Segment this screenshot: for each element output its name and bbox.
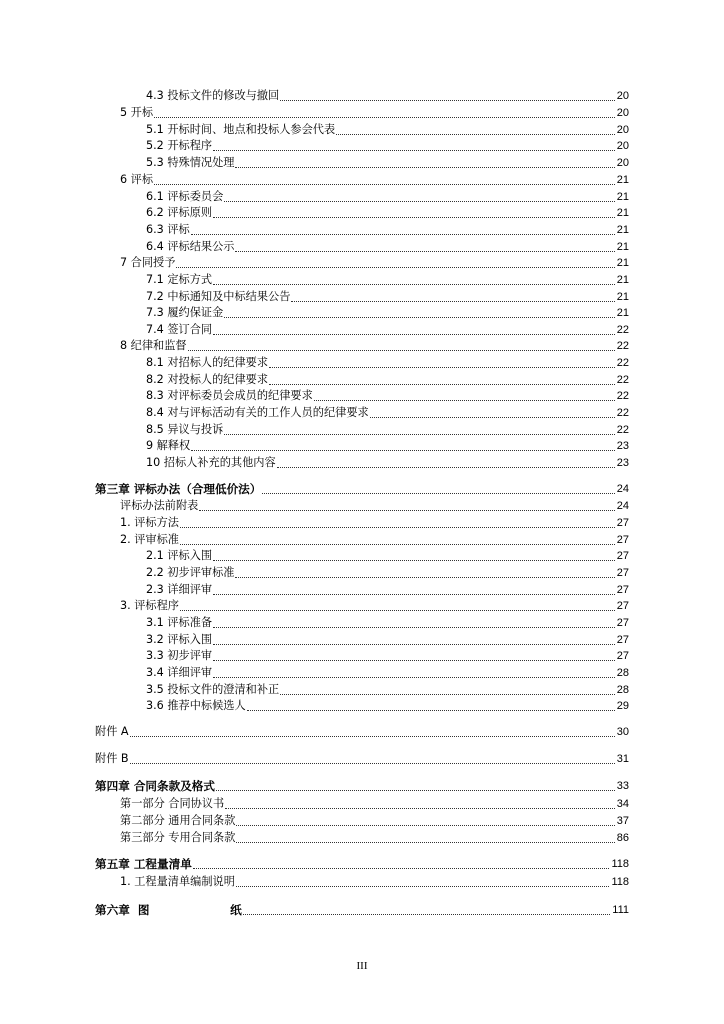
toc-entry-page: 20 [616, 140, 629, 152]
dot-leader [291, 289, 614, 302]
toc-entry-5-3[interactable] [146, 155, 629, 171]
toc-entry-page: 118 [611, 858, 629, 870]
toc-entry-3-3-3[interactable] [146, 648, 629, 664]
dot-leader [176, 255, 614, 268]
dot-leader [224, 422, 614, 435]
toc-entry-8[interactable] [120, 338, 629, 354]
toc-entry-7-2[interactable] [146, 289, 629, 305]
toc-entry-label: 2.1 评标入围 [146, 549, 213, 562]
dot-leader [269, 372, 615, 385]
toc-entry-page: 21 [616, 174, 629, 186]
toc-entry-8-1[interactable] [146, 355, 629, 371]
toc-entry-label: 5.1 开标时间、地点和投标人参会代表 [146, 123, 336, 136]
dot-leader [243, 902, 610, 915]
toc-entry-3-2-1[interactable] [146, 548, 629, 564]
toc-entry-label: 附件 B [95, 752, 129, 765]
toc-entry-page: 22 [616, 424, 629, 436]
toc-entry-scoring-table[interactable] [120, 498, 629, 514]
toc-entry-label: 3.6 推荐中标候选人 [146, 699, 246, 712]
toc-entry-8-3[interactable] [146, 388, 629, 404]
toc-entry-4-3[interactable] [146, 88, 629, 104]
toc-entry-page: 86 [616, 832, 629, 844]
toc-appendix-b[interactable] [95, 751, 629, 767]
toc-entry-page: 27 [616, 634, 629, 646]
toc-entry-label: 6.4 评标结果公示 [146, 240, 235, 253]
toc-entry-label: 7.3 履约保证金 [146, 306, 224, 319]
dot-leader [314, 388, 615, 401]
dot-leader [213, 138, 615, 151]
dot-leader [224, 189, 614, 202]
toc-entry-page: 33 [616, 780, 629, 792]
dot-leader [180, 598, 615, 611]
dot-leader [262, 481, 614, 494]
toc-entry-page: 28 [616, 667, 629, 679]
toc-entry-6-3[interactable] [146, 222, 629, 238]
toc-entry-3-3-1[interactable] [146, 615, 629, 631]
toc-entry-page: 27 [616, 650, 629, 662]
toc-entry-page: 20 [616, 124, 629, 136]
toc-entry-page: 23 [616, 457, 629, 469]
toc-entry-label: 1. 评标方法 [120, 516, 179, 529]
dot-leader [213, 205, 615, 218]
toc-entry-label: 3. 评标程序 [120, 599, 179, 612]
toc-entry-3-2-3[interactable] [146, 582, 629, 598]
toc-appendix-a[interactable] [95, 724, 629, 740]
toc-entry-label: 9 解释权 [146, 439, 191, 452]
toc-entry-page: 27 [616, 517, 629, 529]
toc-entry-page: 118 [611, 876, 629, 888]
toc-entry-label: 7.1 定标方式 [146, 273, 213, 286]
toc-entry-10[interactable] [146, 455, 629, 471]
toc-entry-label: 第二部分 通用合同条款 [120, 814, 236, 827]
dot-leader [235, 565, 614, 578]
toc-chapter-4[interactable] [95, 778, 629, 794]
toc-entry-label: 8.2 对投标人的纪律要求 [146, 373, 269, 386]
dot-leader [180, 515, 615, 528]
dot-leader [236, 830, 614, 843]
toc-entry-label: 5.3 特殊情况处理 [146, 156, 235, 169]
toc-entry-label: 2. 评审标准 [120, 533, 179, 546]
dot-leader [213, 322, 615, 335]
dot-leader [130, 724, 615, 737]
toc-entry-page: 21 [616, 257, 629, 269]
toc-chapter-3[interactable] [95, 481, 629, 497]
toc-entry-3-2[interactable] [120, 532, 629, 548]
toc-entry-3-3-6[interactable] [146, 698, 629, 714]
dot-leader [236, 813, 614, 826]
toc-entry-7-4[interactable] [146, 322, 629, 338]
toc-entry-label: 评标办法前附表 [120, 499, 199, 512]
toc-entry-page: 27 [616, 600, 629, 612]
toc-entry-label: 3.4 详细评审 [146, 666, 213, 679]
toc-entry-8-4[interactable] [146, 405, 629, 421]
toc-entry-page: 27 [616, 567, 629, 579]
toc-entry-page: 22 [616, 357, 629, 369]
toc-entry-label: 8.3 对评标委员会成员的纪律要求 [146, 389, 313, 402]
toc-entry-page: 30 [616, 726, 629, 738]
dot-leader [213, 665, 615, 678]
toc-entry-7-1[interactable] [146, 272, 629, 288]
dot-leader [154, 172, 615, 185]
toc-entry-label: 10 招标人补充的其他内容 [146, 456, 276, 469]
toc-entry-7-3[interactable] [146, 305, 629, 321]
toc-entry-6-4[interactable] [146, 239, 629, 255]
toc-entry-8-2[interactable] [146, 372, 629, 388]
toc-entry-page: 22 [616, 324, 629, 336]
toc-entry-label: 7.4 签订合同 [146, 323, 213, 336]
toc-entry-page: 23 [616, 440, 629, 452]
toc-entry-label: 5.2 开标程序 [146, 139, 213, 152]
toc-entry-3-3-5[interactable] [146, 682, 629, 698]
toc-entry-page: 111 [612, 904, 629, 916]
toc-entry-label: 6 评标 [120, 173, 154, 186]
dot-leader [236, 874, 610, 887]
toc-entry-label: 4.3 投标文件的修改与撤回 [146, 89, 280, 102]
toc-entry-3-2-2[interactable] [146, 565, 629, 581]
dot-leader [216, 778, 615, 791]
toc-entry-page: 24 [616, 500, 629, 512]
toc-entry-page: 21 [616, 207, 629, 219]
toc-entry-page: 29 [616, 700, 629, 712]
toc-entry-3-3-2[interactable] [146, 632, 629, 648]
toc-entry-page: 27 [616, 584, 629, 596]
toc-chapter-5[interactable] [95, 856, 629, 872]
toc-entry-part-2[interactable] [120, 813, 629, 829]
toc-entry-label: 8.4 对与评标活动有关的工作人员的纪律要求 [146, 406, 369, 419]
dot-leader [180, 532, 615, 545]
toc-entry-label: 第四章 合同条款及格式 [95, 779, 215, 793]
toc-entry-label: 3.2 评标入围 [146, 633, 213, 646]
toc-entry-6[interactable] [120, 172, 629, 188]
dot-leader [213, 648, 615, 661]
dot-leader [235, 239, 614, 252]
toc-entry-page: 21 [616, 241, 629, 253]
toc-entry-label: 第一部分 合同协议书 [120, 797, 225, 810]
dot-leader [247, 698, 615, 711]
toc-entry-page: 27 [616, 534, 629, 546]
toc-entry-label: 附件 A [95, 725, 129, 738]
toc-chapter-6[interactable] [95, 902, 629, 918]
toc-entry-3-3-4[interactable] [146, 665, 629, 681]
dot-leader [213, 632, 615, 645]
dot-leader [235, 155, 614, 168]
dot-leader [370, 405, 615, 418]
toc-entry-label: 7 合同授予 [120, 256, 176, 269]
toc-entry-page: 22 [616, 340, 629, 352]
dot-leader [193, 856, 610, 869]
dot-leader [199, 498, 614, 511]
toc-entry-5[interactable] [120, 105, 629, 121]
toc-entry-page: 24 [616, 483, 629, 495]
toc-entry-9[interactable] [146, 438, 629, 454]
toc-entry-page: 28 [616, 684, 629, 696]
toc-entry-3-1[interactable] [120, 515, 629, 531]
toc-entry-page: 21 [616, 224, 629, 236]
toc-entry-label: 3.5 投标文件的澄清和补正 [146, 683, 280, 696]
toc-entry-label: 5 开标 [120, 106, 154, 119]
dot-leader [154, 105, 615, 118]
toc-entry-label: 第六章 图 纸 [95, 903, 242, 917]
toc-entry-page: 22 [616, 374, 629, 386]
toc-entry-page: 34 [616, 798, 629, 810]
toc-entry-label: 3.3 初步评审 [146, 649, 213, 662]
dot-leader [280, 88, 615, 101]
toc-entry-label: 6.2 评标原则 [146, 206, 213, 219]
toc-entry-page: 20 [616, 107, 629, 119]
dot-leader [213, 272, 615, 285]
toc-entry-part-3[interactable] [120, 830, 629, 846]
dot-leader [225, 796, 615, 809]
toc-entry-page: 22 [616, 390, 629, 402]
toc-entry-6-1[interactable] [146, 189, 629, 205]
toc-entry-7[interactable] [120, 255, 629, 271]
toc-entry-label: 1. 工程量清单编制说明 [120, 875, 235, 888]
dot-leader [336, 122, 615, 135]
toc-entry-label: 8 纪律和监督 [120, 339, 187, 352]
dot-leader [213, 582, 615, 595]
toc-entry-6-2[interactable] [146, 205, 629, 221]
toc-entry-page: 20 [616, 157, 629, 169]
toc-entry-page: 21 [616, 291, 629, 303]
toc-entry-label: 2.2 初步评审标准 [146, 566, 235, 579]
dot-leader [269, 355, 615, 368]
toc-entry-page: 37 [616, 815, 629, 827]
toc-entry-3-3[interactable] [120, 598, 629, 614]
toc-entry-5-1[interactable] [146, 122, 629, 138]
toc-entry-label: 第三章 评标办法（合理低价法） [95, 482, 262, 496]
dot-leader [191, 438, 615, 451]
dot-leader [277, 455, 615, 468]
toc-entry-label: 7.2 中标通知及中标结果公告 [146, 290, 291, 303]
dot-leader [188, 338, 615, 351]
toc-entry-page: 27 [616, 617, 629, 629]
toc-entry-page: 20 [616, 90, 629, 102]
toc-entry-label: 第三部分 专用合同条款 [120, 831, 236, 844]
toc-entry-bill-notes[interactable] [120, 874, 629, 890]
toc-entry-label: 第五章 工程量清单 [95, 857, 192, 871]
toc-entry-part-1[interactable] [120, 796, 629, 812]
dot-leader [280, 682, 615, 695]
page-number-footer: III [356, 960, 368, 972]
toc-entry-8-5[interactable] [146, 422, 629, 438]
toc-entry-page: 21 [616, 274, 629, 286]
toc-entry-label: 6.3 评标 [146, 223, 190, 236]
toc-entry-page: 27 [616, 550, 629, 562]
dot-leader [213, 548, 615, 561]
toc-entry-page: 21 [616, 191, 629, 203]
dot-leader [191, 222, 615, 235]
toc-entry-label: 3.1 评标准备 [146, 616, 213, 629]
toc-entry-page: 21 [616, 307, 629, 319]
toc-entry-page: 22 [616, 407, 629, 419]
toc-entry-label: 6.1 评标委员会 [146, 190, 224, 203]
toc-entry-5-2[interactable] [146, 138, 629, 154]
dot-leader [213, 615, 615, 628]
dot-leader [224, 305, 614, 318]
toc-entry-page: 31 [616, 753, 629, 765]
dot-leader [130, 751, 615, 764]
toc-entry-label: 2.3 详细评审 [146, 583, 213, 596]
toc-entry-label: 8.5 异议与投诉 [146, 423, 224, 436]
toc-entry-label: 8.1 对招标人的纪律要求 [146, 356, 269, 369]
